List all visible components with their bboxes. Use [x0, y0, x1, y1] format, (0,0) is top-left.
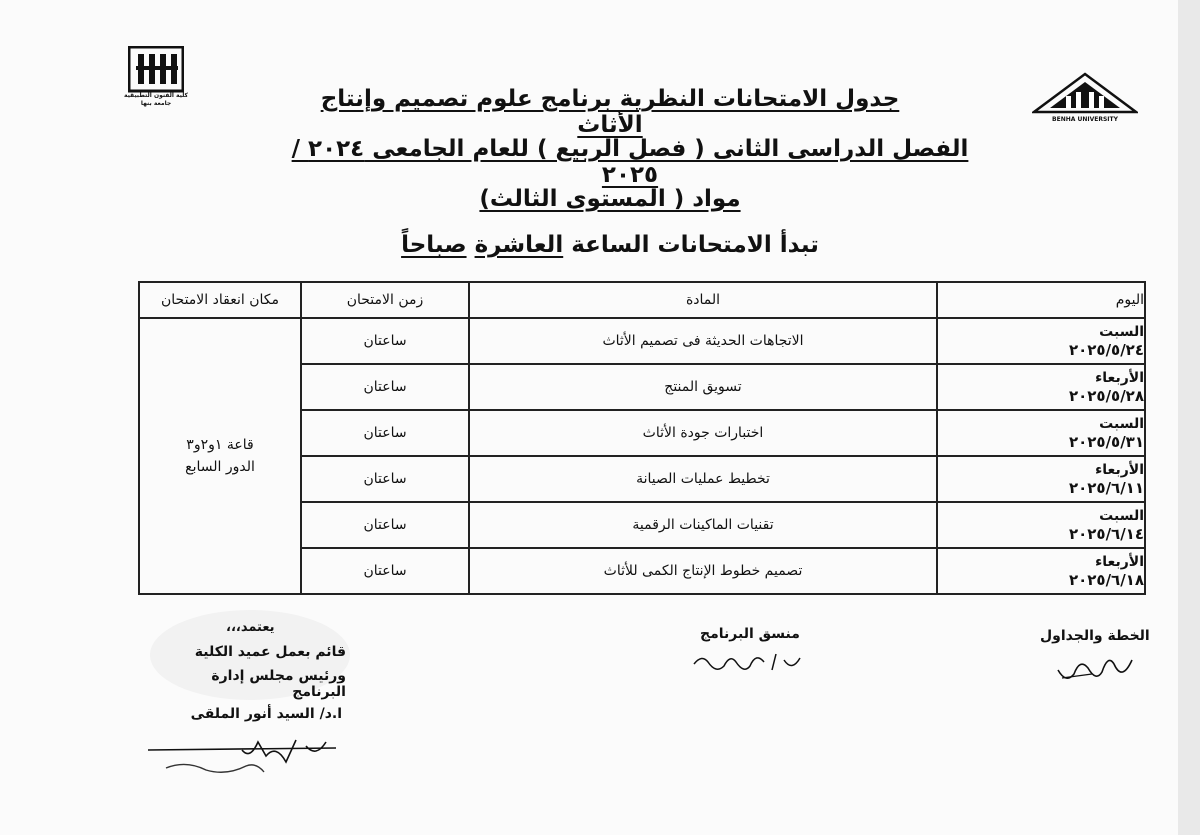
- day-date: ٢٠٢٥/٥/٢٤: [1068, 341, 1144, 359]
- start-time-prefix: تبدأ الامتحانات الساعة: [571, 232, 819, 258]
- level-title: مواد ( المستوى الثالث): [479, 186, 741, 212]
- subject-cell: تصميم خطوط الإنتاج الكمى للأثاث: [469, 548, 937, 594]
- faculty-logo: [123, 46, 189, 112]
- faculty-logo-caption: كلية الفنون التطبيقية: [123, 92, 189, 99]
- start-time-title: [400, 232, 820, 258]
- day-cell: [937, 548, 1145, 594]
- day-date: ٢٠٢٥/٥/٢٨: [1068, 387, 1144, 405]
- day-date: ٢٠٢٥/٥/٣١: [1068, 433, 1144, 451]
- subject-cell: تسويق المنتج: [469, 364, 937, 410]
- day-name: السبت: [1099, 324, 1144, 340]
- coordinator-signature-label: منسق البرنامج: [700, 626, 800, 642]
- time-cell: ساعتان: [301, 456, 469, 502]
- time-cell: ساعتان: [301, 318, 469, 364]
- subject-cell: تخطيط عمليات الصيانة: [469, 456, 937, 502]
- day-date: ٢٠٢٥/٦/١١: [1068, 479, 1144, 497]
- time-cell: ساعتان: [301, 548, 469, 594]
- day-name: الأربعاء: [1095, 554, 1144, 570]
- exam-schedule-table: [138, 281, 1146, 595]
- time-cell: ساعتان: [301, 364, 469, 410]
- header-time: زمن الامتحان: [301, 282, 469, 318]
- semester-title: الفصل الدراسى الثانى ( فصل الربيع ) للعام الجامعى ٢٠٢٤ / ٢٠٢٥: [291, 136, 969, 188]
- dean-name: ا.د/ السيد أنور الملقى: [190, 706, 342, 722]
- dean-signature-scribble: [146, 736, 346, 780]
- place-cell: [139, 318, 301, 594]
- program-chair-title: ورئيس مجلس إدارة البرنامج: [211, 668, 346, 700]
- day-cell: [937, 318, 1145, 364]
- day-name: السبت: [1099, 508, 1144, 524]
- place-rooms: قاعة ١و٢و٣: [186, 437, 254, 453]
- day-name: السبت: [1099, 416, 1144, 432]
- dean-title: قائم بعمل عميد الكلية: [194, 644, 346, 660]
- header-subject: المادة: [469, 282, 937, 318]
- subject-cell: تقنيات الماكينات الرقمية: [469, 502, 937, 548]
- scan-edge: [1178, 0, 1200, 835]
- time-cell: ساعتان: [301, 502, 469, 548]
- faculty-logo-caption-2: جامعة بنها: [140, 100, 172, 107]
- plan-signature-label: الخطة والجداول: [1040, 628, 1150, 644]
- plan-signature-scribble: [1052, 652, 1138, 686]
- subject-cell: اختبارات جودة الأثاث: [469, 410, 937, 456]
- university-logo-caption: BENHA UNIVERSITY: [1052, 116, 1118, 123]
- table-row: [139, 318, 1145, 364]
- header-day: اليوم: [937, 282, 1145, 318]
- table-header-row: [139, 282, 1145, 318]
- coordinator-signature-scribble: [686, 648, 806, 676]
- day-cell: [937, 502, 1145, 548]
- header-place: مكان انعقاد الامتحان: [139, 282, 301, 318]
- subject-cell: الاتجاهات الحديثة فى تصميم الأثاث: [469, 318, 937, 364]
- place-floor: الدور السابع: [185, 459, 255, 475]
- day-name: الأربعاء: [1095, 370, 1144, 386]
- day-cell: [937, 364, 1145, 410]
- page-title: جدول الامتحانات النظرية برنامج علوم تصميم وإنتاج الأثاث: [320, 86, 900, 138]
- day-date: ٢٠٢٥/٦/١٨: [1068, 571, 1144, 589]
- day-name: الأربعاء: [1095, 462, 1144, 478]
- day-date: ٢٠٢٥/٦/١٤: [1068, 525, 1144, 543]
- day-cell: [937, 410, 1145, 456]
- day-cell: [937, 456, 1145, 502]
- start-time-suffix: صباحاً: [401, 232, 467, 258]
- time-cell: ساعتان: [301, 410, 469, 456]
- start-time-emphasis: العاشرة: [474, 232, 564, 258]
- approval-label: يعتمد،،،: [226, 620, 275, 635]
- university-logo: [1032, 72, 1138, 128]
